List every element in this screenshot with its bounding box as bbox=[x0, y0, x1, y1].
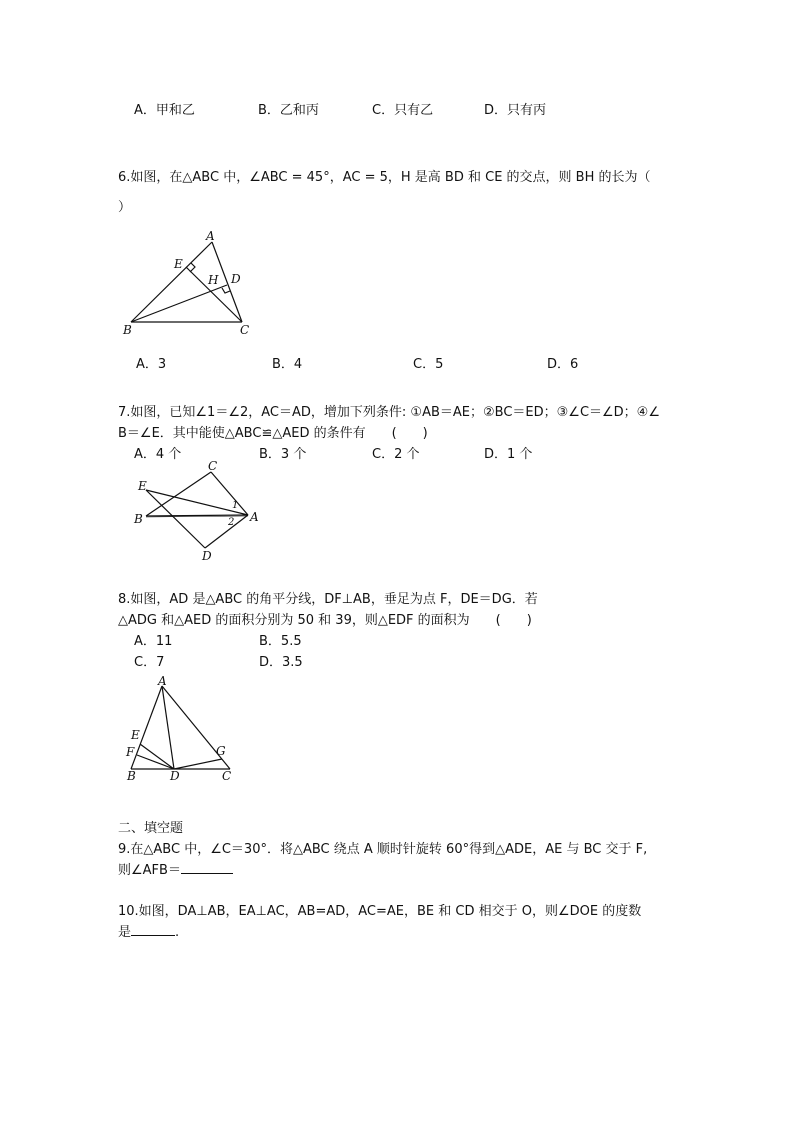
q6-label-c: C bbox=[240, 323, 250, 337]
q6-option-d: D．6 bbox=[547, 357, 579, 372]
q8-label-a: A bbox=[158, 676, 167, 688]
q6-option-b: B．4 bbox=[272, 357, 303, 372]
q6-label-b: B bbox=[123, 323, 132, 337]
q8-segment-dg bbox=[174, 759, 222, 769]
q7-segment-da bbox=[205, 515, 248, 548]
q8-option-d: D．3.5 bbox=[259, 655, 303, 670]
q8-segment-de bbox=[140, 744, 174, 769]
q6-stem-line2: ） bbox=[118, 200, 132, 215]
q9-line2-text: 则∠AFB＝ bbox=[118, 863, 181, 878]
q6-figure bbox=[118, 228, 268, 340]
q6-label-a: A bbox=[206, 229, 215, 243]
q9-answer-blank[interactable] bbox=[181, 861, 233, 874]
q7-label-2: 2 bbox=[228, 517, 235, 528]
q5-option-b: B．乙和丙 bbox=[258, 103, 319, 118]
q6-option-c: C．5 bbox=[413, 357, 444, 372]
q6-right-angle-e bbox=[190, 263, 195, 272]
q8-stem-line1: 8.如图，AD 是△ABC 的角平分线，DF⊥AB，垂足为点 F，DE＝DG．若 bbox=[118, 592, 538, 607]
q5-option-a: A．甲和乙 bbox=[134, 103, 195, 118]
q6-label-d: D bbox=[231, 272, 241, 286]
q8-label-b: B bbox=[127, 769, 136, 783]
q6-side-ab bbox=[131, 242, 212, 322]
q5-option-d: D．只有丙 bbox=[484, 103, 547, 118]
q7-option-c: C．2 个 bbox=[372, 447, 420, 462]
q8-segment-df bbox=[137, 755, 174, 769]
q10-line2-prefix: 是 bbox=[118, 925, 132, 940]
q6-label-e: E bbox=[174, 257, 183, 271]
q8-label-g: G bbox=[216, 744, 226, 758]
q7-label-e: E bbox=[138, 479, 147, 493]
q10-answer-blank[interactable] bbox=[131, 923, 175, 936]
q7-segment-ba bbox=[146, 515, 248, 516]
q8-label-d: D bbox=[170, 769, 180, 783]
q6-stem-line1: 6.如图，在△ABC 中，∠ABC = 45°，AC = 5，H 是高 BD 和 CE 的交点，则 BH 的长为（ bbox=[118, 170, 651, 185]
q8-label-f: F bbox=[126, 745, 135, 759]
q7-figure bbox=[128, 460, 273, 565]
q7-stem-line2: B＝∠E．其中能使△ABC≌△AED 的条件有 ( ) bbox=[118, 426, 428, 441]
q7-stem-line1: 7.如图，已知∠1＝∠2，AC＝AD，增加下列条件: ①AB＝AE；②BC＝ED；③∠C＝∠D；④∠ bbox=[118, 405, 660, 420]
q7-label-d: D bbox=[202, 549, 212, 563]
q7-segment-ca bbox=[211, 472, 248, 515]
q7-option-d: D．1 个 bbox=[484, 447, 533, 462]
q6-label-h: H bbox=[208, 273, 219, 287]
q6-option-a: A．3 bbox=[136, 357, 167, 372]
q10-line1: 10.如图，DA⊥AB，EA⊥AC，AB=AD，AC=AE，BE 和 CD 相交于 O，则∠DOE 的度数 bbox=[118, 904, 642, 919]
q7-label-1: 1 bbox=[232, 500, 239, 511]
q8-label-e: E bbox=[131, 728, 140, 742]
q8-option-a: A．11 bbox=[134, 634, 173, 649]
q8-option-c: C．7 bbox=[134, 655, 165, 670]
q7-option-b: B．3 个 bbox=[259, 447, 307, 462]
q7-label-b: B bbox=[134, 512, 143, 526]
q7-option-a: A．4 个 bbox=[134, 447, 182, 462]
q8-label-c: C bbox=[222, 769, 232, 783]
q7-label-c: C bbox=[208, 460, 218, 473]
q10-line2 bbox=[118, 921, 179, 940]
q7-segment-cb bbox=[146, 472, 211, 516]
q5-option-c: C．只有乙 bbox=[372, 103, 434, 118]
q8-option-b: B．5.5 bbox=[259, 634, 302, 649]
q9-line2 bbox=[118, 859, 233, 878]
q7-segment-ed bbox=[146, 490, 205, 548]
q9-line1: 9.在△ABC 中，∠C＝30°．将△ABC 绕点 A 顺时针旋转 60°得到△ADE，AE 与 BC 交于 F, bbox=[118, 842, 648, 857]
q10-line2-suffix: . bbox=[175, 925, 180, 940]
q8-figure bbox=[118, 676, 248, 786]
q6-right-angle-d bbox=[222, 288, 230, 293]
section-title: 二、填空题 bbox=[118, 821, 184, 836]
q7-label-a: A bbox=[250, 510, 259, 524]
q8-stem-line2: △ADG 和△AED 的面积分别为 50 和 39，则△EDF 的面积为 ( ) bbox=[118, 613, 532, 628]
q6-altitude-bd bbox=[131, 285, 227, 322]
